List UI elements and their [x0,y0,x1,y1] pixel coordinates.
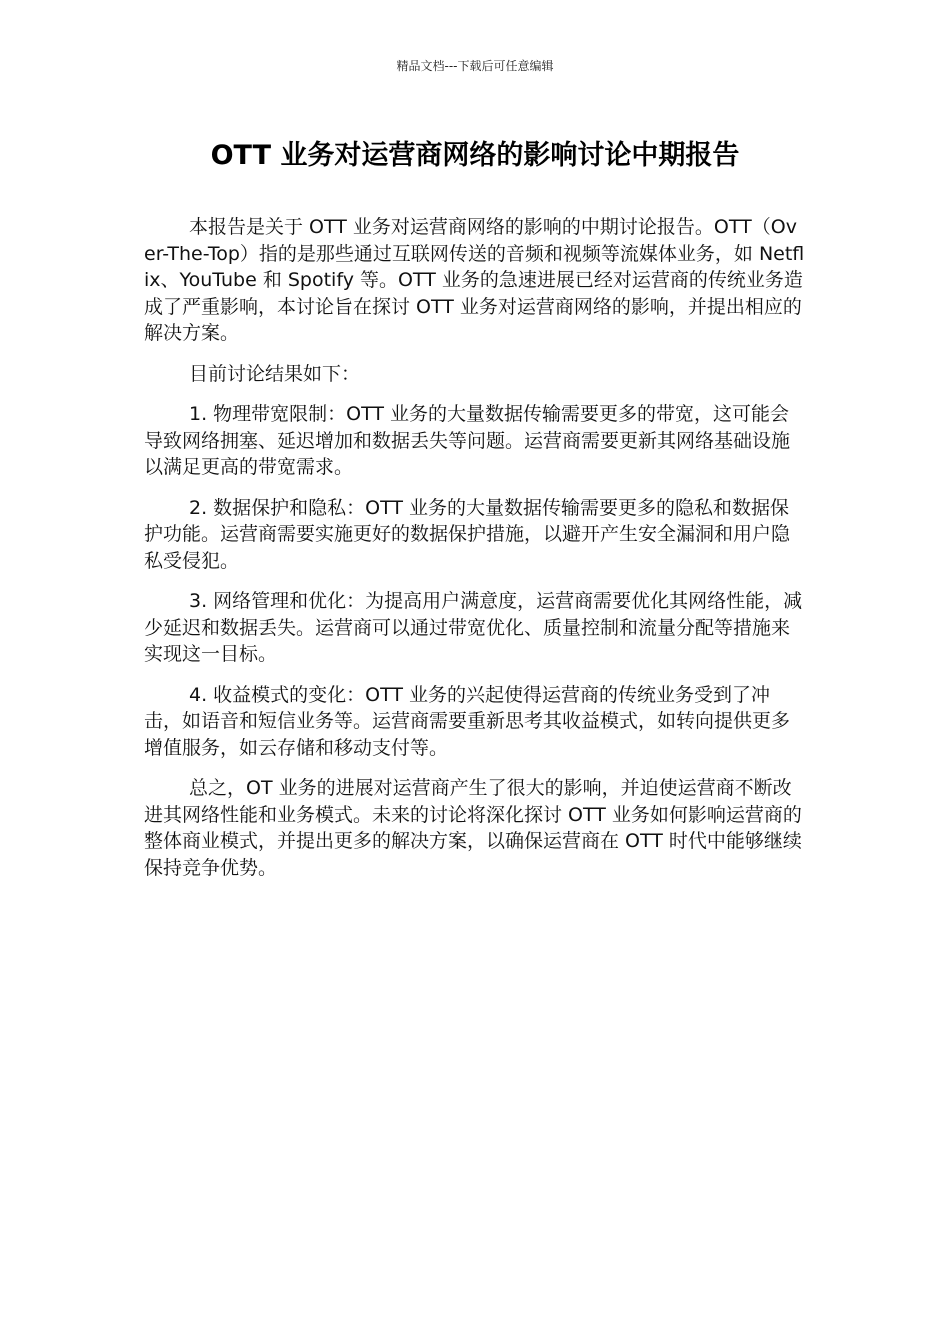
document-title: OTT 业务对运营商网络的影响讨论中期报告 [210,140,740,171]
header-note: 精品文档---下载后可任意编辑 [396,59,554,73]
paragraph-results-lead: 目前讨论结果如下： [189,362,361,385]
paragraph-point-2: 2. 数据保护和隐私：OTT 业务的大量数据传输需要更多的隐私和数据保护功能。运营商需要实施更好的数据保护措施，以避开产生安全漏洞和用户隐私受侵犯。 [144,496,791,572]
paragraph-point-3: 3. 网络管理和优化：为提高用户满意度，运营商需要优化其网络性能，减少延迟和数据丢失。运营商可以通过带宽优化、质量控制和流量分配等措施来实现这一目标。 [144,590,803,665]
paragraph-conclusion: 总之，OT 业务的进展对运营商产生了很大的影响，并迫使运营商不断改进其网络性能和业务模式。未来的讨论将深化探讨 OTT 业务如何影响运营商的整体商业模式，并提出更多的解决方案，以确保运营商在 OTT 时代中能够继续保持竞争优势。 [144,777,802,879]
paragraph-point-1: 1. 物理带宽限制：OTT 业务的大量数据传输需要更多的带宽，这可能会导致网络拥塞、延迟增加和数据丢失等问题。运营商需要更新其网络基础设施以满足更高的带宽需求。 [144,403,791,478]
paragraph-intro: 本报告是关于 OTT 业务对运营商网络的影响的中期讨论报告。OTT（Over-The-Top）指的是那些通过互联网传送的音频和视频等流媒体业务，如 Netflix、YouTube 和 Spotify 等。OTT 业务的急速进展已经对运营商的传统业务造成了严重影响，本讨论旨在探讨 OTT 业务对运营商网络的影响，并提出相应的解决方案。 [144,216,805,344]
document-body [144,214,806,895]
paragraph-point-4: 4. 收益模式的变化：OTT 业务的兴起使得运营商的传统业务受到了冲击，如语音和短信业务等。运营商需要重新思考其收益模式，如转向提供更多增值服务，如云存储和移动支付等。 [144,683,791,759]
